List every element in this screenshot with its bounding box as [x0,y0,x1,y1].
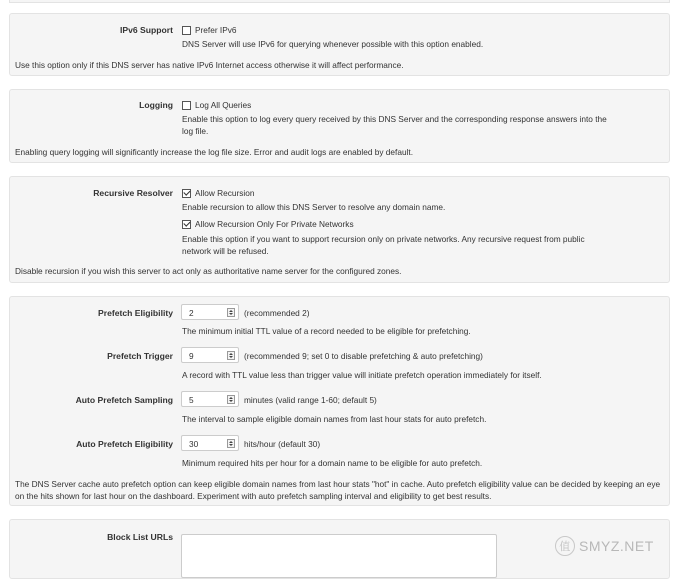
recursive-resolver-label: Recursive Resolver [93,188,173,198]
logging-label: Logging [139,100,173,110]
allow-recursion-checkbox[interactable] [182,188,254,198]
auto-prefetch-sampling-help: The interval to sample eligible domain names from last hour stats for auto prefetch. [182,414,487,424]
private-networks-help: Enable this option if you want to support recursion only on private networks. Any recursive request from public network will be refused. [182,234,585,256]
prefetch-eligibility-hint: (recommended 2) [244,308,310,318]
auto-prefetch-sampling-label: Auto Prefetch Sampling [75,395,173,405]
auto-prefetch-eligibility-help: Minimum required hits per hour for a domain name to be eligible for auto prefetch. [182,458,483,468]
prefer-ipv6-label: Prefer IPv6 [195,25,237,35]
logging-panel [9,89,670,163]
spinner-arrows-icon[interactable] [227,351,235,360]
ipv6-support-label: IPv6 Support [119,25,173,35]
prefetch-note: The DNS Server cache auto prefetch option can keep eligible domain names from last hour stats "hot" in cache. Auto prefetch eligibility value can be decided by keeping an eye on the hits shown for last hour on the dashboard. Experiment with auto prefetch sampling interval and eligibility to get best results. [15,479,661,501]
prefetch-trigger-label: Prefetch Trigger [107,351,173,361]
log-all-queries-box[interactable] [182,101,191,110]
spinner-arrows-icon[interactable] [227,439,235,448]
log-all-queries-label: Log All Queries [195,100,252,110]
ipv6-help-text: DNS Server will use IPv6 for querying whenever possible with this option enabled. [182,39,484,49]
watermark [555,536,654,556]
logging-note: Enabling query logging will significantly increase the log file size. Error and audit logs are enabled by default. [15,147,414,157]
prefetch-eligibility-input[interactable] [181,304,239,320]
private-networks-label: Allow Recursion Only For Private Networks [195,219,354,229]
allow-recursion-help: Enable recursion to allow this DNS Server to resolve any domain name. [182,202,446,212]
prefetch-trigger-hint: (recommended 9; set 0 to disable prefetching & auto prefetching) [244,351,483,361]
prefer-ipv6-box[interactable] [182,26,191,35]
watermark-text: SMYZ.NET [579,538,654,554]
spinner-arrows-icon[interactable] [227,308,235,317]
auto-prefetch-eligibility-label: Auto Prefetch Eligibility [76,439,173,449]
allow-recursion-box[interactable] [182,189,191,198]
auto-prefetch-sampling-value: 5 [189,395,194,405]
logging-help-text: Enable this option to log every query received by this DNS Server and the corresponding response answers into the log file. [182,114,607,136]
block-list-urls-textarea[interactable] [181,534,497,578]
ipv6-note: Use this option only if this DNS server has native IPv6 Internet access otherwise it will affect performance. [15,60,404,70]
prefetch-trigger-value: 9 [189,351,194,361]
log-all-queries-checkbox[interactable] [182,100,251,110]
auto-prefetch-eligibility-hint: hits/hour (default 30) [244,439,321,449]
prefetch-eligibility-help: The minimum initial TTL value of a record needed to be eligible for prefetching. [182,326,471,336]
spinner-arrows-icon[interactable] [227,395,235,404]
auto-prefetch-sampling-input[interactable] [181,391,239,407]
previous-panel-edge [9,0,670,3]
prefetch-eligibility-value: 2 [189,308,194,318]
prefetch-trigger-input[interactable] [181,347,239,363]
private-networks-checkbox[interactable] [182,219,354,229]
ipv6-panel [9,13,670,76]
private-networks-box[interactable] [182,220,191,229]
recursion-note: Disable recursion if you wish this server to act only as authoritative name server for the configured zones. [15,266,402,276]
prefetch-trigger-help: A record with TTL value less than trigger value will initiate prefetch operation immediately for itself. [182,370,542,380]
auto-prefetch-eligibility-value: 30 [189,439,199,449]
prefetch-panel [9,296,670,506]
recursion-panel [9,176,670,283]
prefer-ipv6-checkbox[interactable] [182,25,237,35]
watermark-logo-icon: 值 [555,536,575,556]
allow-recursion-label: Allow Recursion [195,188,255,198]
auto-prefetch-sampling-hint: minutes (valid range 1-60; default 5) [244,395,377,405]
block-list-urls-label: Block List URLs [107,532,173,542]
auto-prefetch-eligibility-input[interactable] [181,435,239,451]
prefetch-eligibility-label: Prefetch Eligibility [98,308,173,318]
